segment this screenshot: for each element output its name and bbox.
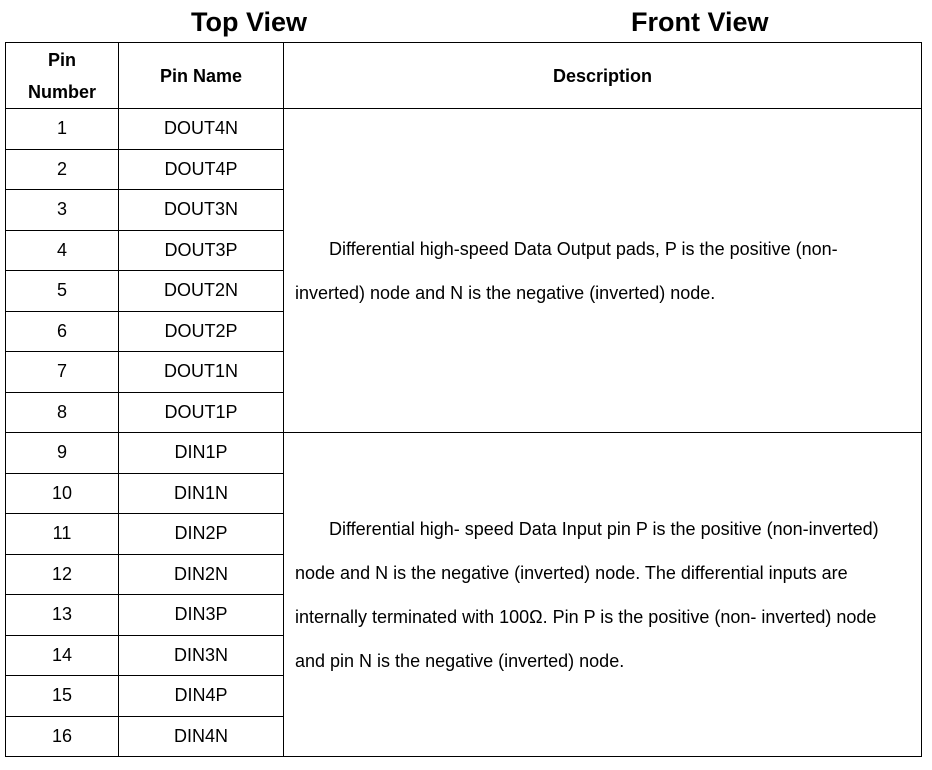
pin-name-cell: DIN1P bbox=[119, 433, 284, 474]
pin-name-cell: DOUT3N bbox=[119, 190, 284, 231]
pin-name-cell: DOUT3P bbox=[119, 230, 284, 271]
front-view-title: Front View bbox=[631, 7, 769, 37]
pin-number-cell: 3 bbox=[6, 190, 119, 231]
output-pins-description bbox=[284, 109, 922, 433]
pin-number-header bbox=[6, 43, 119, 109]
pin-name-cell: DIN1N bbox=[119, 473, 284, 514]
pin-name-cell: DIN2P bbox=[119, 514, 284, 555]
pin-name-cell: DIN4P bbox=[119, 676, 284, 717]
output-pins-description-text: Differential high-speed Data Output pads, P is the positive (non- inverted) node and N is the negative (inverted) node. bbox=[295, 238, 838, 303]
description-header: Description bbox=[284, 43, 922, 109]
pin-number-cell: 9 bbox=[6, 433, 119, 474]
pin-name-header: Pin Name bbox=[119, 43, 284, 109]
pin-number-cell: 13 bbox=[6, 595, 119, 636]
pin-number-cell: 4 bbox=[6, 230, 119, 271]
pin-name-cell: DIN2N bbox=[119, 554, 284, 595]
pin-number-cell: 5 bbox=[6, 271, 119, 312]
pin-number-cell: 12 bbox=[6, 554, 119, 595]
pin-number-header-line1: Pin bbox=[47, 49, 76, 70]
input-pins-description-text: Differential high- speed Data Input pin P is the positive (non-inverted) node and N is the negative (inverted) node. The differential inputs are internally terminated with 100Ω. Pin P is the positive (non- inverted) node and pin N is the negative (inverted) node. bbox=[295, 518, 879, 671]
pin-number-cell: 10 bbox=[6, 473, 119, 514]
top-view-title: Top View bbox=[191, 7, 308, 37]
pin-name-cell: DIN3N bbox=[119, 635, 284, 676]
table-header-row bbox=[6, 43, 922, 109]
pin-number-cell: 2 bbox=[6, 149, 119, 190]
table-row bbox=[6, 433, 922, 474]
pin-name-cell: DOUT2N bbox=[119, 271, 284, 312]
pin-name-cell: DOUT4N bbox=[119, 109, 284, 150]
pin-description-table bbox=[5, 42, 922, 757]
pin-number-cell: 11 bbox=[6, 514, 119, 555]
pin-number-cell: 14 bbox=[6, 635, 119, 676]
pin-name-cell: DOUT2P bbox=[119, 311, 284, 352]
pin-name-cell: DIN3P bbox=[119, 595, 284, 636]
pin-name-cell: DOUT1P bbox=[119, 392, 284, 433]
pin-name-cell: DOUT4P bbox=[119, 149, 284, 190]
pin-number-cell: 16 bbox=[6, 716, 119, 757]
pin-number-cell: 6 bbox=[6, 311, 119, 352]
pin-number-cell: 7 bbox=[6, 352, 119, 393]
pin-name-cell: DOUT1N bbox=[119, 352, 284, 393]
input-pins-description bbox=[284, 433, 922, 757]
pin-number-cell: 1 bbox=[6, 109, 119, 150]
pin-number-cell: 8 bbox=[6, 392, 119, 433]
table-row bbox=[6, 109, 922, 150]
pin-number-header-line2: Number bbox=[27, 81, 96, 102]
pin-name-cell: DIN4N bbox=[119, 716, 284, 757]
pin-number-cell: 15 bbox=[6, 676, 119, 717]
